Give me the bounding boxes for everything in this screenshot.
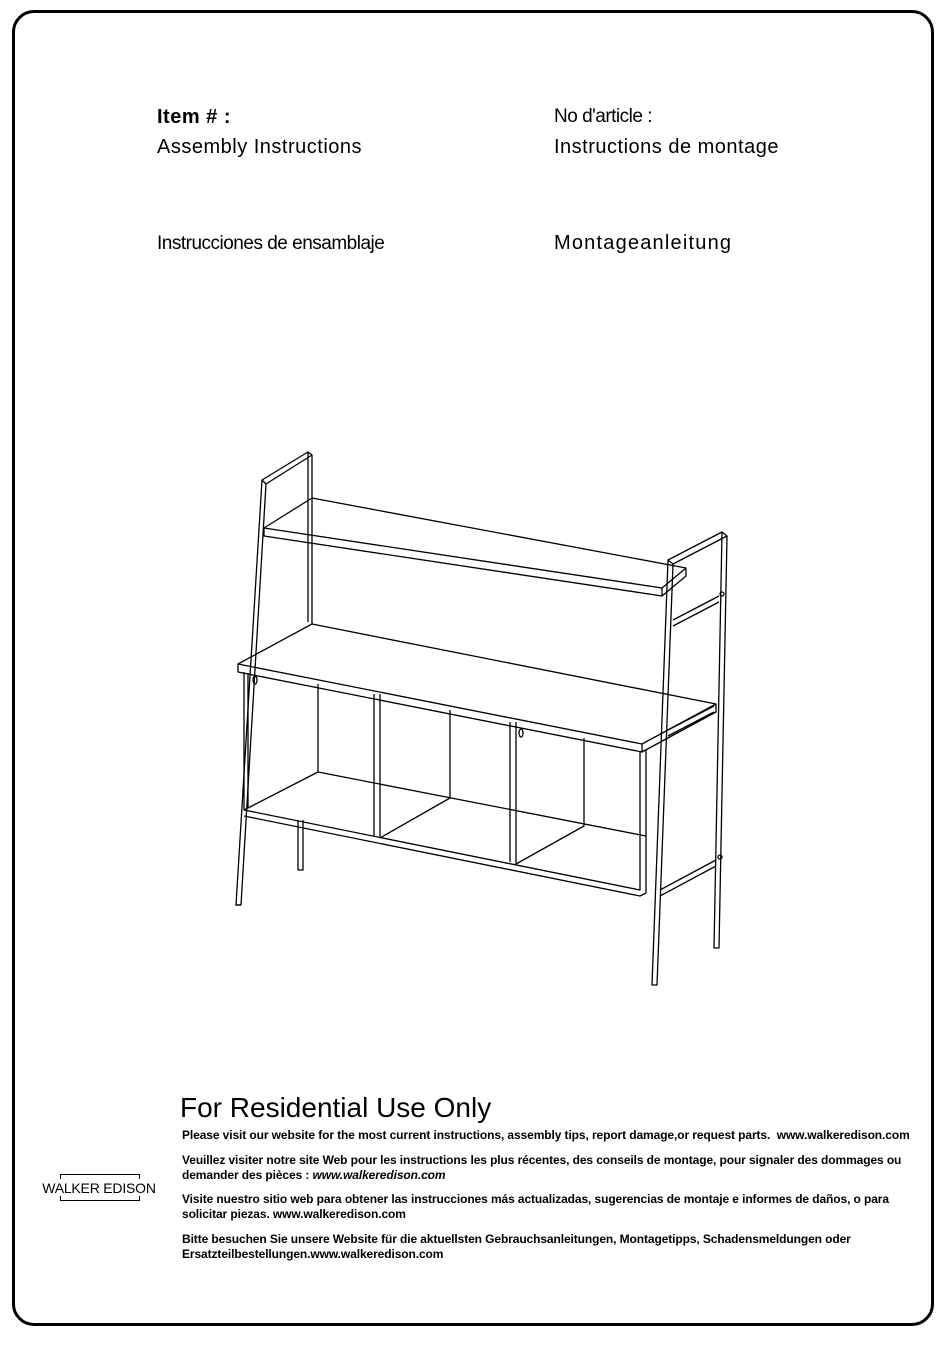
english-notice-text: Please visit our website for the most current instructions, assembly tips, report damage,or request parts. [182, 1128, 771, 1142]
german-notice [182, 1232, 912, 1262]
spanish-notice [182, 1192, 912, 1222]
logo-text: WALKER EDISON [42, 1180, 156, 1196]
right-ladder-frame [652, 532, 727, 985]
spanish-website-link[interactable]: www.walkeredison.com [272, 1207, 406, 1221]
english-website-link[interactable]: www.walkeredison.com [776, 1128, 910, 1142]
french-notice [182, 1153, 912, 1183]
french-instructions-label: Instructions de montage [554, 136, 779, 158]
french-website-link[interactable]: www.walkeredison.com [312, 1168, 446, 1182]
german-website-link[interactable]: www.walkeredison.com [310, 1247, 444, 1261]
top-shelf [264, 498, 686, 596]
french-notice-text: Veuillez visiter notre site Web pour les instructions les plus récentes, des conseils de montage, pour signaler des dommages ou demander des pièces : [182, 1153, 902, 1182]
residential-use-title: For Residential Use Only [180, 1092, 492, 1123]
german-notice-text: Bitte besuchen Sie unsere Website für die aktuellsten Gebrauchsanleitungen, Montagetipps, Schadensmeldungen oder Ersatzteilbestellungen. [182, 1232, 851, 1261]
logo-bracket-top [60, 1174, 140, 1179]
walker-edison-logo [40, 1172, 158, 1202]
german-instructions-label: Montageanleitung [554, 232, 733, 254]
spanish-instructions-label: Instrucciones de ensamblaje [157, 233, 385, 254]
article-number-label: No d'article : [554, 106, 653, 127]
item-number-label: Item # : [157, 106, 232, 128]
logo-bracket-bottom [60, 1196, 140, 1201]
english-notice [182, 1128, 912, 1143]
assembly-instructions-label: Assembly Instructions [157, 136, 363, 158]
spanish-notice-text: Visite nuestro sitio web para obtener las instrucciones más actualizadas, sugerencias de montaje e informes de daños, o para solicitar piezas. [182, 1192, 889, 1221]
desk-top [238, 624, 716, 752]
bookshelf-desk-illustration [220, 440, 740, 1000]
